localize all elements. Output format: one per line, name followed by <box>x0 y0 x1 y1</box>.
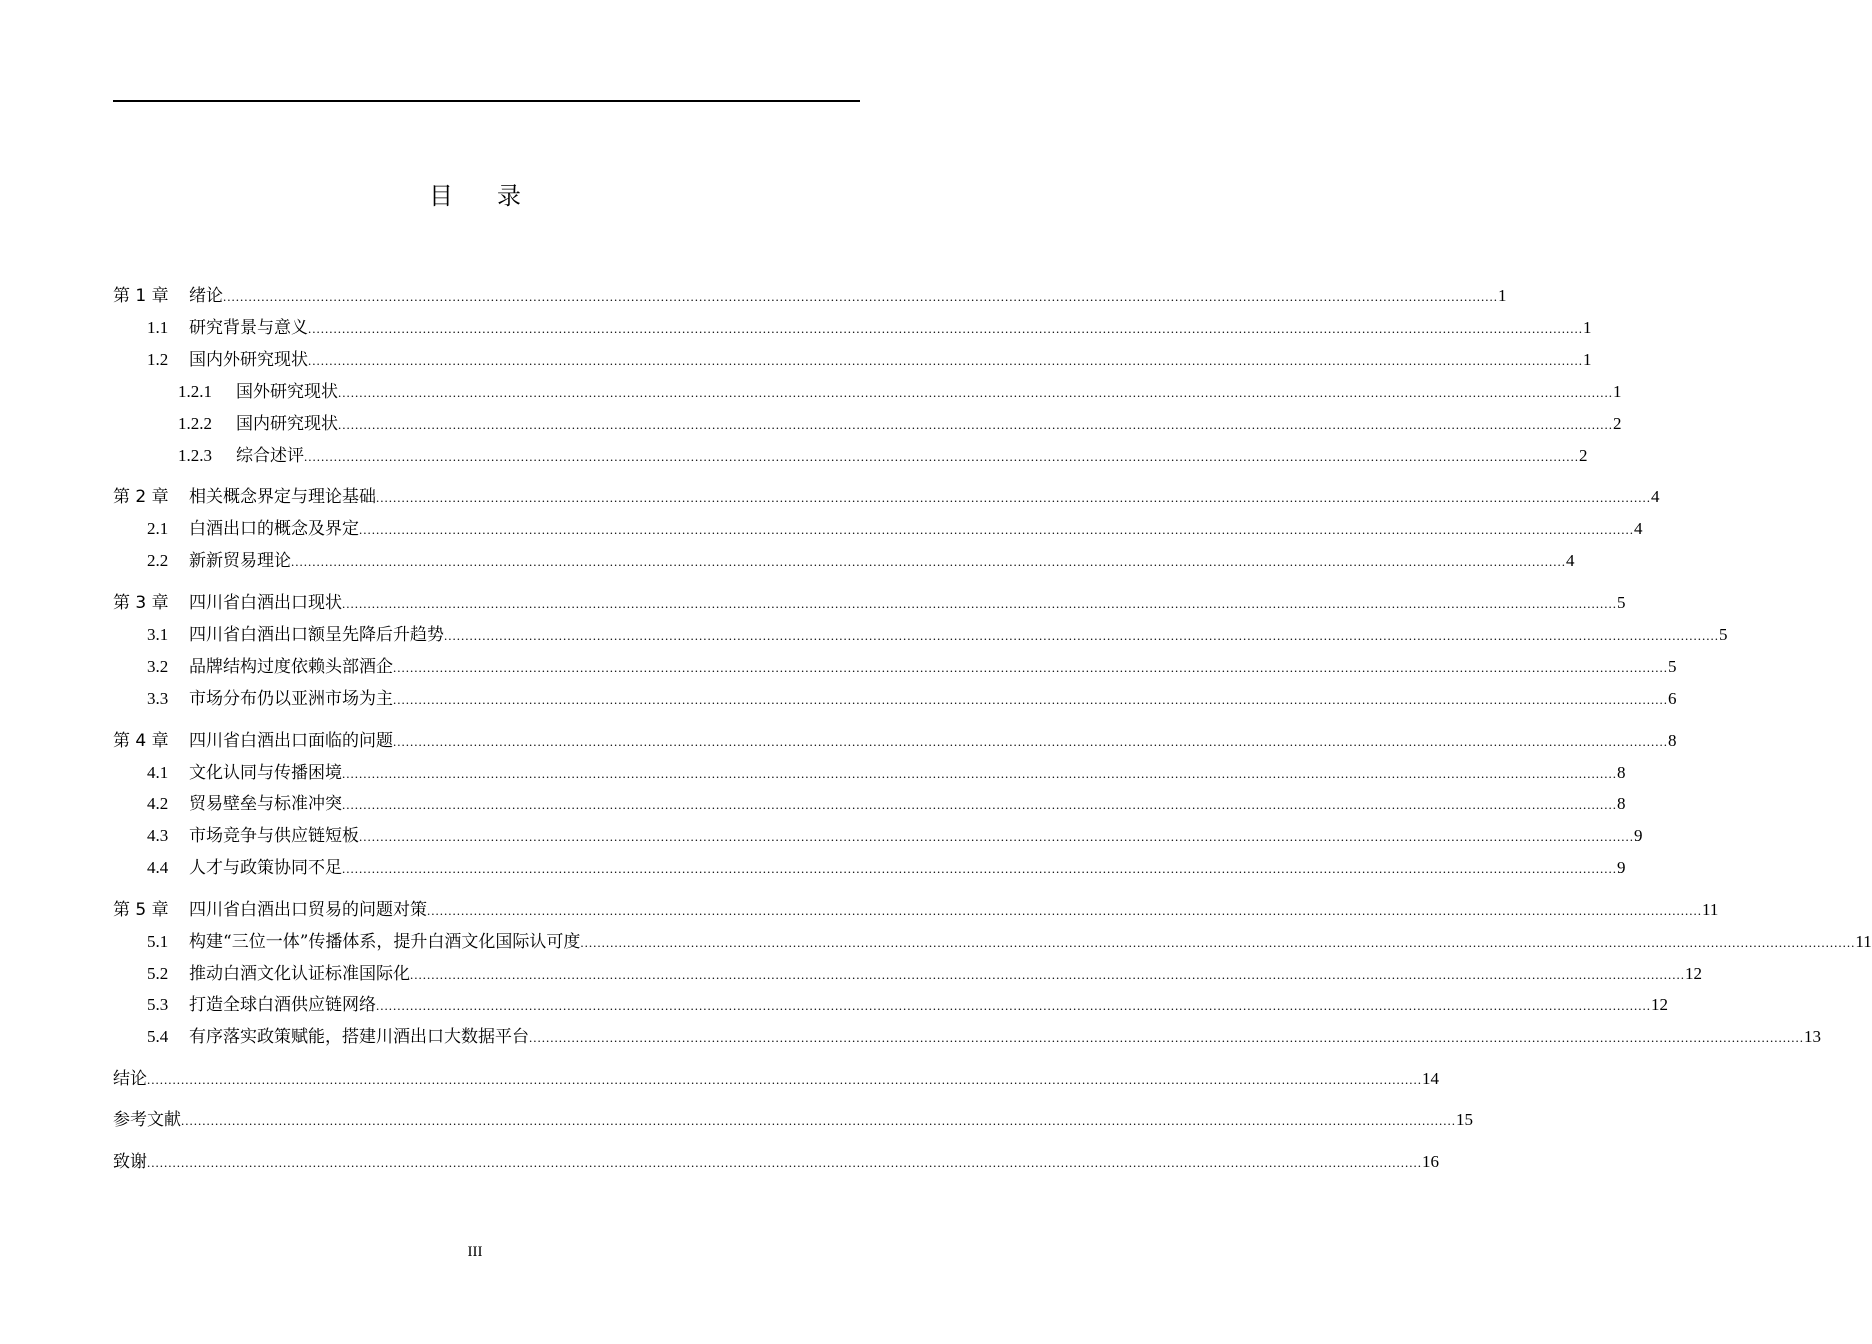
toc-entry-number: 5.3 <box>147 995 169 1014</box>
toc-entry-page: 12 <box>1685 964 1702 983</box>
toc-leader-dots: ............................................................................................................................................................................................................................................................................................................ <box>147 1072 1422 1087</box>
toc-entry[interactable] <box>113 1065 1439 1089</box>
toc-entry-page: 4 <box>1566 551 1575 570</box>
toc-entry-number: 第 5 章 <box>113 900 169 920</box>
toc-entry[interactable] <box>113 1148 1439 1172</box>
toc-entry-title: 有序落实政策赋能，搭建川酒出口大数据平台 <box>189 1027 529 1047</box>
toc-entry-number: 4.4 <box>147 858 169 877</box>
toc-entry-number: 1.2.2 <box>178 414 212 433</box>
toc-entry-title: 结论 <box>113 1069 147 1089</box>
toc-entry-title: 绪论 <box>189 286 223 306</box>
toc-entry[interactable] <box>113 991 1668 1015</box>
toc-leader-dots: ............................................................................................................................................................................................................................................................................................................ <box>291 554 1566 569</box>
toc-leader-dots: ............................................................................................................................................................................................................................................................................................................ <box>359 829 1634 844</box>
toc-leader-dots: ............................................................................................................................................................................................................................................................................................................ <box>223 289 1498 304</box>
toc-leader-dots: ............................................................................................................................................................................................................................................................................................................ <box>342 797 1617 812</box>
toc-leader-dots: ............................................................................................................................................................................................................................................................................................................ <box>308 353 1583 368</box>
toc-entry-page: 5 <box>1668 657 1677 676</box>
toc-entry[interactable] <box>113 1023 1821 1047</box>
toc-entry[interactable] <box>113 346 1592 370</box>
toc-entry-page: 2 <box>1579 446 1588 465</box>
toc-leader-dots: ............................................................................................................................................................................................................................................................................................................ <box>427 903 1702 918</box>
toc-leader-dots: ............................................................................................................................................................................................................................................................................................................ <box>393 734 1668 749</box>
toc-entry[interactable] <box>113 378 1622 402</box>
toc-leader-dots: ............................................................................................................................................................................................................................................................................................................ <box>376 490 1651 505</box>
toc-entry[interactable] <box>113 822 1643 846</box>
toc-entry-title: 品牌结构过度依赖头部酒企 <box>189 657 393 677</box>
toc-entry-title: 国外研究现状 <box>236 382 338 402</box>
toc-entry-number: 5.2 <box>147 964 169 983</box>
toc-entry-title: 白酒出口的概念及界定 <box>189 519 359 539</box>
toc-entry[interactable] <box>113 685 1677 709</box>
toc-leader-dots: ............................................................................................................................................................................................................................................................................................................ <box>342 596 1617 611</box>
toc-entry-page: 2 <box>1613 414 1622 433</box>
toc-entry-number: 2.1 <box>147 519 169 538</box>
toc-leader-dots: ............................................................................................................................................................................................................................................................................................................ <box>147 1155 1422 1170</box>
toc-entry-title: 市场分布仍以亚洲市场为主 <box>189 689 393 709</box>
toc-entry[interactable] <box>113 896 1719 920</box>
toc-entry[interactable] <box>113 1106 1473 1130</box>
header-rule <box>113 100 860 102</box>
toc-entry-number: 1.1 <box>147 318 169 337</box>
toc-entry[interactable] <box>113 727 1677 751</box>
toc-entry[interactable] <box>113 442 1588 466</box>
toc-entry-title: 国内外研究现状 <box>189 350 308 370</box>
toc-entry-number: 4.3 <box>147 826 169 845</box>
toc-entry[interactable] <box>113 589 1626 613</box>
toc-entry-page: 1 <box>1583 318 1592 337</box>
toc-entry-title: 综合述评 <box>236 446 304 466</box>
toc-entry[interactable] <box>113 515 1643 539</box>
toc-entry-title: 参考文献 <box>113 1110 181 1130</box>
toc-entry[interactable] <box>113 759 1626 783</box>
toc-entry-number: 2.2 <box>147 551 169 570</box>
toc-entry-number: 1.2 <box>147 350 169 369</box>
toc-entry-number: 3.3 <box>147 689 169 708</box>
toc-entry[interactable] <box>113 621 1728 645</box>
toc-entry-number: 5.4 <box>147 1027 169 1046</box>
toc-leader-dots: ............................................................................................................................................................................................................................................................................................................ <box>376 998 1651 1013</box>
toc-entry-page: 8 <box>1617 763 1626 782</box>
toc-entry-number: 1.2.3 <box>178 446 212 465</box>
toc-entry[interactable] <box>113 314 1592 338</box>
toc-entry-title: 市场竞争与供应链短板 <box>189 826 359 846</box>
toc-entry-number: 第 1 章 <box>113 286 169 306</box>
toc-entry-page: 5 <box>1617 593 1626 612</box>
toc-entry-title: 推动白酒文化认证标准国际化 <box>189 964 410 984</box>
toc-leader-dots: ............................................................................................................................................................................................................................................................................................................ <box>338 385 1613 400</box>
toc-leader-dots: ............................................................................................................................................................................................................................................................................................................ <box>342 766 1617 781</box>
toc-leader-dots: ............................................................................................................................................................................................................................................................................................................ <box>580 935 1856 950</box>
toc-entry-title: 国内研究现状 <box>236 414 338 434</box>
toc-entry-number: 第 3 章 <box>113 593 169 613</box>
toc-entry-title: 打造全球白酒供应链网络 <box>189 995 376 1015</box>
toc-entry-title: 构建“三位一体”传播体系，提升白酒文化国际认可度 <box>189 932 581 952</box>
toc-title <box>0 176 950 211</box>
toc-entry-number: 3.1 <box>147 625 169 644</box>
toc-leader-dots: ............................................................................................................................................................................................................................................................................................................ <box>181 1113 1456 1128</box>
toc-entry-page: 1 <box>1498 286 1507 305</box>
toc-leader-dots: ............................................................................................................................................................................................................................................................................................................ <box>529 1030 1804 1045</box>
toc-entry-title: 四川省白酒出口现状 <box>189 593 342 613</box>
toc-entry-title: 贸易壁垒与标准冲突 <box>189 794 342 814</box>
toc-entry-page: 5 <box>1719 625 1728 644</box>
toc-entry[interactable] <box>113 790 1626 814</box>
toc-entry-page: 9 <box>1634 826 1643 845</box>
toc-title-char-1: 目 <box>429 182 453 210</box>
toc-entry-title: 新新贸易理论 <box>189 551 291 571</box>
toc-leader-dots: ............................................................................................................................................................................................................................................................................................................ <box>393 692 1668 707</box>
toc-entry-number: 3.2 <box>147 657 169 676</box>
toc-leader-dots: ............................................................................................................................................................................................................................................................................................................ <box>444 628 1719 643</box>
toc-entry-title: 四川省白酒出口贸易的问题对策 <box>189 900 427 920</box>
toc-leader-dots: ............................................................................................................................................................................................................................................................................................................ <box>410 967 1685 982</box>
toc-entry-page: 4 <box>1651 487 1660 506</box>
toc-entry-number: 5.1 <box>147 932 169 951</box>
toc-entry-page: 14 <box>1422 1069 1439 1088</box>
toc-entry[interactable] <box>113 653 1677 677</box>
toc-entry-page: 13 <box>1804 1027 1821 1046</box>
toc-entry[interactable] <box>113 928 1872 952</box>
toc-entry[interactable] <box>113 410 1622 434</box>
toc-leader-dots: ............................................................................................................................................................................................................................................................................................................ <box>359 522 1634 537</box>
toc-entry-title: 四川省白酒出口面临的问题 <box>189 731 393 751</box>
toc-entry-page: 8 <box>1617 794 1626 813</box>
toc-entry-title: 四川省白酒出口额呈先降后升趋势 <box>189 625 444 645</box>
toc-entry[interactable] <box>113 282 1507 306</box>
toc-entry-number: 1.2.1 <box>178 382 212 401</box>
toc-leader-dots: ............................................................................................................................................................................................................................................................................................................ <box>338 417 1613 432</box>
toc-entry[interactable] <box>113 854 1626 878</box>
toc-entry-page: 12 <box>1651 995 1668 1014</box>
toc-entry[interactable] <box>113 547 1575 571</box>
toc-entry-title: 文化认同与传播困境 <box>189 763 342 783</box>
page-number-footer: III <box>467 1244 483 1260</box>
toc-entry-page: 1 <box>1583 350 1592 369</box>
toc-entry-title: 相关概念界定与理论基础 <box>189 487 376 507</box>
toc-entry-page: 1 <box>1613 382 1622 401</box>
toc-leader-dots: ............................................................................................................................................................................................................................................................................................................ <box>308 321 1583 336</box>
toc-leader-dots: ............................................................................................................................................................................................................................................................................................................ <box>342 861 1617 876</box>
toc-entry-page: 6 <box>1668 689 1677 708</box>
toc-entry-number: 第 4 章 <box>113 731 169 751</box>
toc-entry-number: 4.1 <box>147 763 169 782</box>
toc-leader-dots: ............................................................................................................................................................................................................................................................................................................ <box>393 660 1668 675</box>
toc-entry-page: 11 <box>1702 900 1719 919</box>
toc-entry-title: 研究背景与意义 <box>189 318 308 338</box>
toc-entry-page: 11 <box>1855 932 1872 951</box>
toc-entry-page: 15 <box>1456 1110 1473 1129</box>
toc-entry-page: 16 <box>1422 1152 1439 1171</box>
toc-entry-number: 第 2 章 <box>113 487 169 507</box>
toc-entry[interactable] <box>113 960 1702 984</box>
toc-entry-page: 9 <box>1617 858 1626 877</box>
toc-entry-title: 致谢 <box>113 1152 147 1172</box>
toc-entry-number: 4.2 <box>147 794 169 813</box>
toc-title-char-2: 录 <box>497 182 521 210</box>
toc-entry-page: 4 <box>1634 519 1643 538</box>
toc-entry-title: 人才与政策协同不足 <box>189 858 342 878</box>
toc-entry-page: 8 <box>1668 731 1677 750</box>
toc-leader-dots: ............................................................................................................................................................................................................................................................................................................ <box>304 449 1579 464</box>
toc-entry[interactable] <box>113 483 1660 507</box>
